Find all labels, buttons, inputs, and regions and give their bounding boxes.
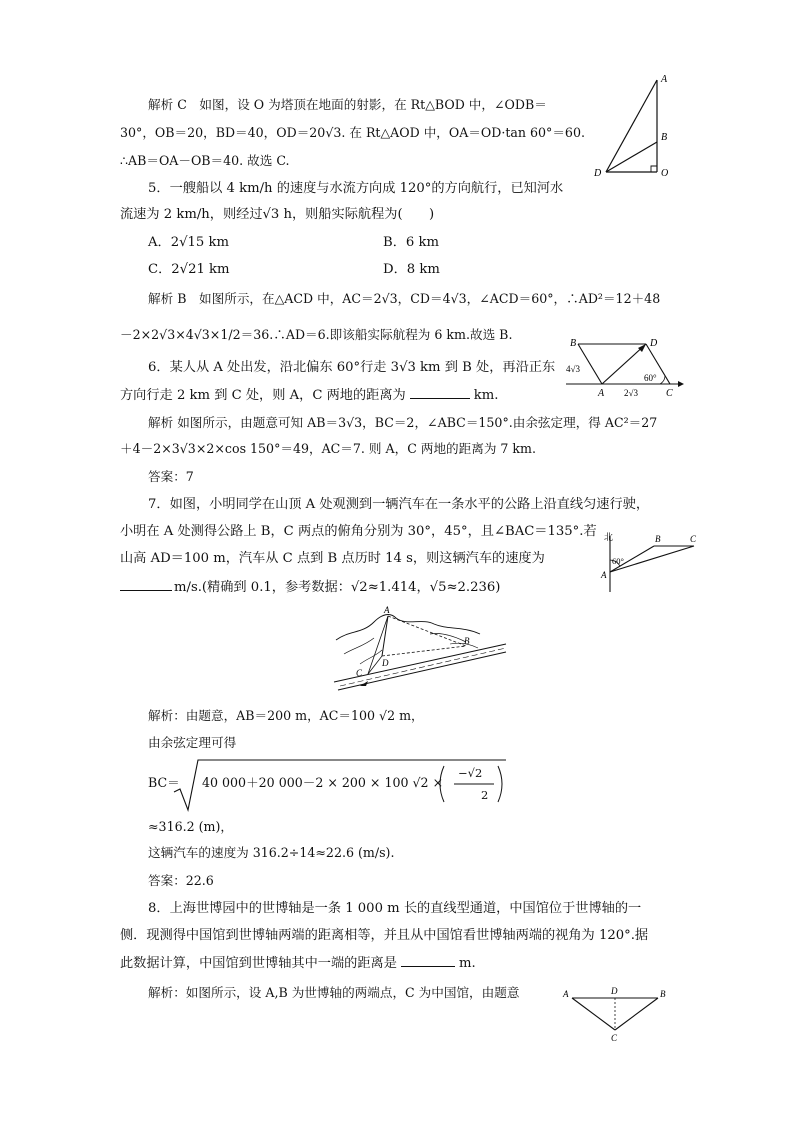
q6-solution-line2: ＋4－2×3√3×2×cos 150°＝49，AC＝7. 则 A，C 两地的距离为 7 km. xyxy=(120,441,537,456)
q5-solution-line1: 解析 B 如图所示，在△ACD 中，AC＝2√3，CD＝4√3，∠ACD＝60°，∴AD²＝12＋48 xyxy=(148,291,661,306)
q4-solution-line3: ∴AB＝OA－OB＝40. 故选 C. xyxy=(120,153,290,168)
q5-fig-label-4sqrt3: 4√3 xyxy=(566,364,580,374)
q6-fig-angle-60: 60° xyxy=(612,556,624,566)
q4-solution-line2: 30°，OB＝20，BD＝40，OD＝20√3. 在 Rt△AOD 中，OA＝OD·tan 60°＝60. xyxy=(120,125,585,140)
q4-tower-figure xyxy=(590,70,680,182)
q7-fig-label-a: A xyxy=(384,605,390,615)
q8-solution-line1: 解析：如图所示，设 A,B 为世博轴的两端点，C 为中国馆，由题意 xyxy=(148,985,520,1000)
q7-solution-line3: 这辆汽车的速度为 316.2÷14≈22.6 (m/s). xyxy=(148,845,395,860)
q8-answer-blank[interactable] xyxy=(401,954,455,967)
q7-frac-numerator: −√2 xyxy=(458,766,483,780)
q7-bc-expression: 40 000＋20 000－2 × 200 × 100 √2 × xyxy=(202,775,444,790)
q8-fig-label-d: D xyxy=(611,986,618,996)
q5-fig-angle-60: 60° xyxy=(644,373,657,383)
q7-mountain-figure xyxy=(330,604,510,696)
q4-fig-label-a: A xyxy=(661,74,668,85)
q6-stem-unit: km. xyxy=(473,388,499,403)
q8-stem-line1: 8．上海世博园中的世博轴是一条 1 000 m 长的直线型通道，中国馆位于世博轴的一 xyxy=(148,901,642,916)
q4-fig-label-b: B xyxy=(661,132,668,143)
q6-fig-label-c: C xyxy=(690,534,697,544)
q5-fig-label-2sqrt3: 2√3 xyxy=(624,388,638,398)
q8-fig-label-a: A xyxy=(563,989,569,999)
q6-solution-line1: 解析 如图所示，由题意可知 AB＝3√3，BC＝2，∠ABC＝150°.由余弦定理，得 AC²＝27 xyxy=(148,415,658,430)
q5-stem-line2: 流速为 2 km/h，则经过√3 h，则船实际航程为( ) xyxy=(120,207,435,222)
q7-fig-label-d: D xyxy=(382,658,389,668)
q7-stem-line3: 山高 AD＝100 m，汽车从 C 点到 B 点历时 14 s，则这辆汽车的速度为 xyxy=(120,551,545,566)
q4-fig-label-o: O xyxy=(661,168,669,179)
q8-stem-line3 xyxy=(120,954,476,973)
q8-expo-figure xyxy=(560,984,672,1044)
q6-fig-label-b: B xyxy=(655,534,661,544)
q5-stem-line1: 5．一艘船以 4 km/h 的速度与水流方向成 120°的方向航行，已知河水 xyxy=(148,181,564,196)
q5-fig-label-a: A xyxy=(598,388,605,398)
q8-fig-label-c: C xyxy=(611,1033,618,1043)
q8-stem-line2: 侧．现测得中国馆到世博轴两端的距离相等，并且从中国馆看世博轴两端的视角为 120°.据 xyxy=(120,928,649,943)
q6-direction-figure xyxy=(600,528,700,600)
q5-option-d: D．8 km xyxy=(383,262,440,277)
q7-fig-label-b: B xyxy=(464,636,470,646)
q6-answer-blank[interactable] xyxy=(410,386,470,399)
q6-fig-label-a: A xyxy=(601,570,607,580)
q7-approx: ≈316.2 (m)， xyxy=(148,819,233,834)
q7-answer: 答案：22.6 xyxy=(148,873,214,888)
q7-stem-line4 xyxy=(120,578,500,597)
q7-solution-line2: 由余弦定理可得 xyxy=(148,735,237,750)
q5-fig-label-d: D xyxy=(650,338,658,349)
q6-answer: 答案：7 xyxy=(148,469,194,484)
q8-stem-text: 此数据计算，中国馆到世博轴其中一端的距离是 xyxy=(120,956,397,971)
q6-stem-text: 方向行走 2 km 到 C 处，则 A，C 两地的距离为 xyxy=(120,388,406,403)
q6-stem-line2 xyxy=(120,386,498,405)
q5-option-a: A．2√15 km xyxy=(148,235,229,250)
q7-stem-line2: 小明在 A 处测得公路上 B，C 两点的俯角分别为 30°，45°，且∠BAC＝135°.若 xyxy=(120,524,597,539)
q6-stem-line1: 6．某人从 A 处出发，沿北偏东 60°行走 3√3 km 到 B 处，再沿正东 xyxy=(148,360,556,375)
q7-fig-label-c: C xyxy=(356,668,363,678)
q5-option-b: B．6 km xyxy=(383,235,439,250)
q7-stem-tail: m/s.(精确到 0.1，参考数据：√2≈1.414，√5≈2.236) xyxy=(174,580,501,595)
q5-fig-label-b: B xyxy=(570,338,577,349)
q5-fig-label-c: C xyxy=(666,388,673,398)
q4-fig-label-d: D xyxy=(594,168,602,179)
q7-solution-line1: 解析：由题意，AB＝200 m，AC＝100 √2 m， xyxy=(148,708,424,723)
q4-solution-line1: 解析 C 如图，设 O 为塔顶在地面的射影，在 Rt△BOD 中，∠ODB＝ xyxy=(148,97,547,112)
q7-answer-blank[interactable] xyxy=(120,578,172,591)
q7-bc-label: BC＝ xyxy=(148,775,180,790)
q6-fig-north: 北 xyxy=(604,532,614,542)
q5-solution-line2: －2×2√3×4√3×1/2＝36.∴AD＝6.即该船实际航程为 6 km.故选 B. xyxy=(120,327,513,342)
q5-option-c: C．2√21 km xyxy=(148,262,230,277)
q8-stem-unit: m. xyxy=(458,956,476,971)
q7-frac-denominator: 2 xyxy=(481,788,489,802)
q8-fig-label-b: B xyxy=(660,989,666,999)
q7-stem-line1: 7．如图，小明同学在山顶 A 处观测到一辆汽车在一条水平的公路上沿直线匀速行驶， xyxy=(148,497,650,512)
q5-boat-figure xyxy=(562,334,686,398)
